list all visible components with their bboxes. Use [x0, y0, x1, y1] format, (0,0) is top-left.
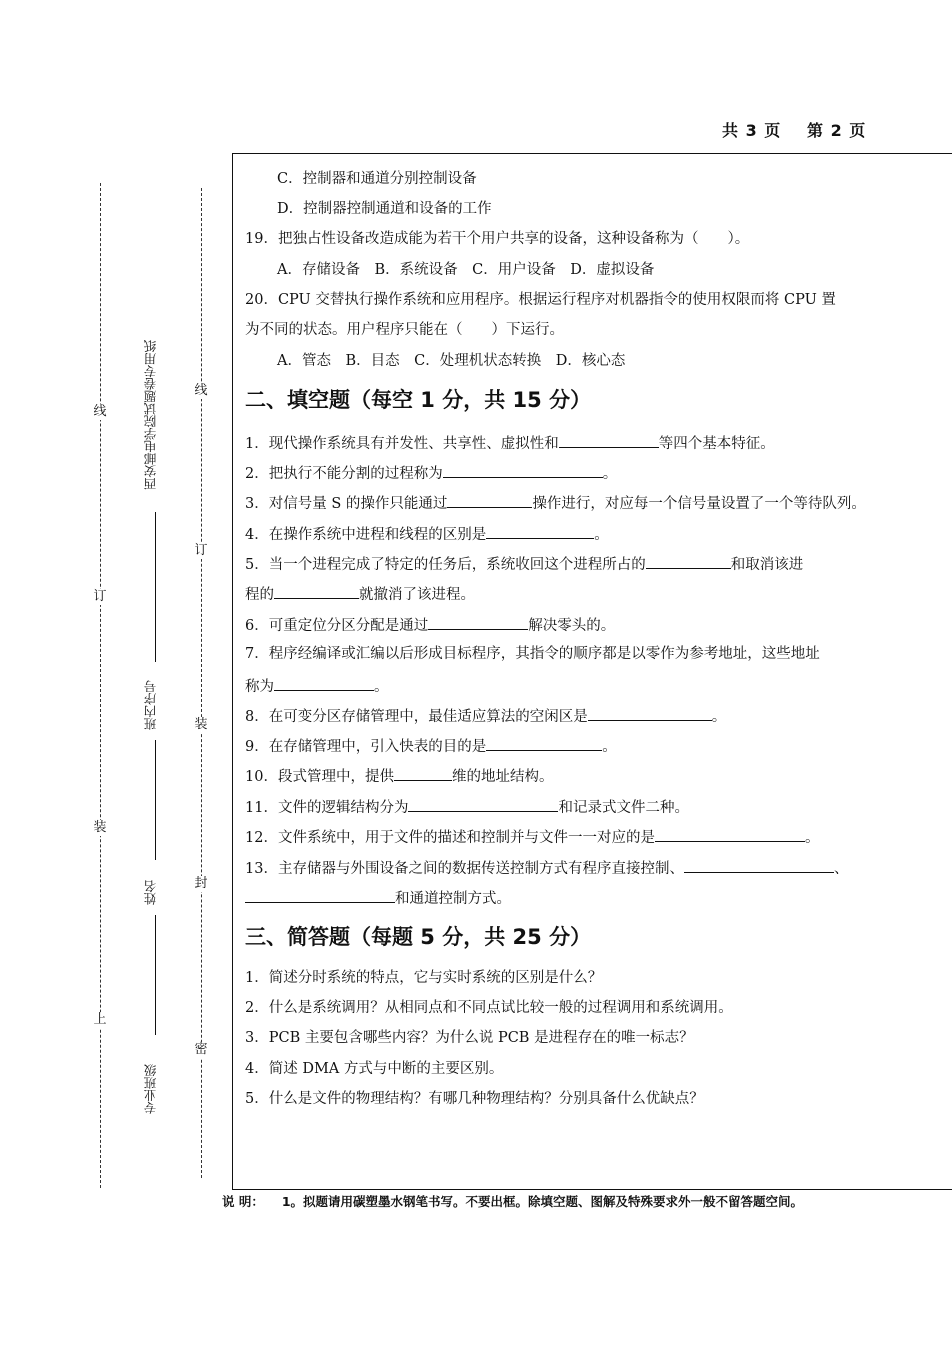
question-19-options: A．存储设备 B．系统设备 C．用户设备 D．虚拟设备 [277, 262, 655, 278]
fill-item: 9．在存储管理中，引入快表的目的是 。 [245, 735, 617, 757]
question-20-cont: 为不同的状态。用户程序只能在（ ）下运行。 [245, 322, 564, 338]
answer-blank [408, 796, 558, 812]
short-answer-item: 4．简述 DMA 方式与中断的主要区别。 [245, 1061, 504, 1077]
option-line: D．控制器控制通道和设备的工作 [277, 201, 492, 217]
answer-blank [559, 432, 659, 448]
question-20-options: A．管态 B．目态 C．处理机状态转换 D．核心态 [277, 353, 626, 369]
answer-blank [486, 735, 602, 751]
fill-item: 5．当一个进程完成了特定的任务后，系统收回这个进程所占的 和取消该进 [245, 553, 803, 575]
fill-item: 8．在可变分区存储管理中，最佳适应算法的空闲区是 。 [245, 705, 726, 727]
field-label-class-number: 班内序号 [143, 680, 158, 730]
section-title-short-answer: 三、简答题（每题 5 分，共 25 分） [245, 925, 592, 949]
binding-char: 订 [194, 543, 208, 558]
answer-blank [394, 765, 452, 781]
current-page: 第 2 页 [807, 121, 867, 140]
fill-item: 13．主存储器与外围设备之间的数据传送控制方式有程序直接控制、 、 [245, 857, 848, 879]
answer-blank [447, 492, 532, 508]
question-20: 20．CPU 交替执行操作系统和应用程序。根据运行程序对机器指令的使用权限而将 CPU 置 [245, 292, 836, 308]
short-answer-item: 1．简述分时系统的特点，它与实时系统的区别是什么？ [245, 970, 603, 986]
fill-item: 3．对信号量 S 的操作只能通过 操作进行，对应每一个信号量设置了一个等待队列。 [245, 492, 866, 514]
short-answer-item: 3．PCB 主要包含哪些内容？为什么说 PCB 是进程存在的唯一标志？ [245, 1030, 694, 1046]
footer-note [222, 1192, 803, 1210]
short-answer-item: 2．什么是系统调用？从相同点和不同点试比较一般的过程调用和系统调用。 [245, 1000, 733, 1016]
binding-char: 装 [93, 820, 107, 835]
binding-char: 线 [194, 383, 208, 398]
fill-item: 10．段式管理中，提供 维的地址结构。 [245, 765, 553, 787]
field-label-name: 姓名 [143, 880, 158, 905]
fill-item: 7．程序经编译或汇编以后形成目标程序，其指令的顺序都是以零作为参考地址，这些地址 [245, 646, 820, 662]
field-underline [155, 740, 156, 860]
page-header [722, 118, 872, 141]
field-label-major-class: 专业班级 [143, 1064, 158, 1114]
binding-char: 装 [194, 717, 208, 732]
field-underline [155, 512, 156, 662]
inner-binding-line [201, 188, 202, 1178]
fill-item: 11．文件的逻辑结构分为 和记录式文件二种。 [245, 796, 689, 818]
fill-item: 2．把执行不能分割的过程称为 。 [245, 462, 617, 484]
answer-blank [684, 857, 834, 873]
footer-note-label: 说 明： [222, 1194, 264, 1209]
answer-blank [486, 523, 594, 539]
answer-blank [655, 826, 805, 842]
question-19: 19．把独占性设备改造成能为若干个用户共享的设备，这种设备称为（ ）。 [245, 231, 750, 247]
fill-item: 12．文件系统中，用于文件的描述和控制并与文件一一对应的是 。 [245, 826, 819, 848]
binding-char: 订 [93, 589, 107, 604]
short-answer-item: 5．什么是文件的物理结构？有哪几种物理结构？分别具备什么优缺点？ [245, 1091, 704, 1107]
answer-blank [274, 583, 359, 599]
binding-char: 上 [93, 1012, 107, 1027]
answer-blank [274, 675, 374, 691]
footer-note-text: 1。拟题请用碳塑墨水钢笔书写。不要出框。除填空题、图解及特殊要求外一般不留答题空间。 [281, 1194, 804, 1209]
answer-blank [245, 887, 395, 903]
field-underline [155, 915, 156, 1035]
outer-binding-line [100, 183, 101, 1188]
option-line: C．控制器和通道分别控制设备 [277, 171, 477, 187]
binding-char: 密 [194, 1042, 208, 1057]
fill-item: 4．在操作系统中进程和线程的区别是 。 [245, 523, 609, 545]
fill-item: 称为 。 [245, 675, 389, 697]
fill-item: 和通道控制方式。 [245, 887, 511, 909]
binding-char: 封 [194, 876, 208, 891]
answer-blank [428, 614, 528, 630]
section-title-fill-in: 二、填空题（每空 1 分，共 15 分） [245, 388, 592, 412]
total-pages: 共 3 页 [722, 121, 782, 140]
school-title: 西安邮电学院试题卷专用纸 [143, 340, 158, 490]
answer-blank [588, 705, 712, 721]
fill-item: 1．现代操作系统具有并发性、共享性、虚拟性和 等四个基本特征。 [245, 432, 775, 454]
fill-item: 6．可重定位分区分配是通过 解决零头的。 [245, 614, 615, 636]
fill-item: 程的 就撤消了该进程。 [245, 583, 475, 605]
answer-blank [443, 462, 603, 478]
binding-char: 线 [93, 404, 107, 419]
answer-blank [646, 553, 731, 569]
